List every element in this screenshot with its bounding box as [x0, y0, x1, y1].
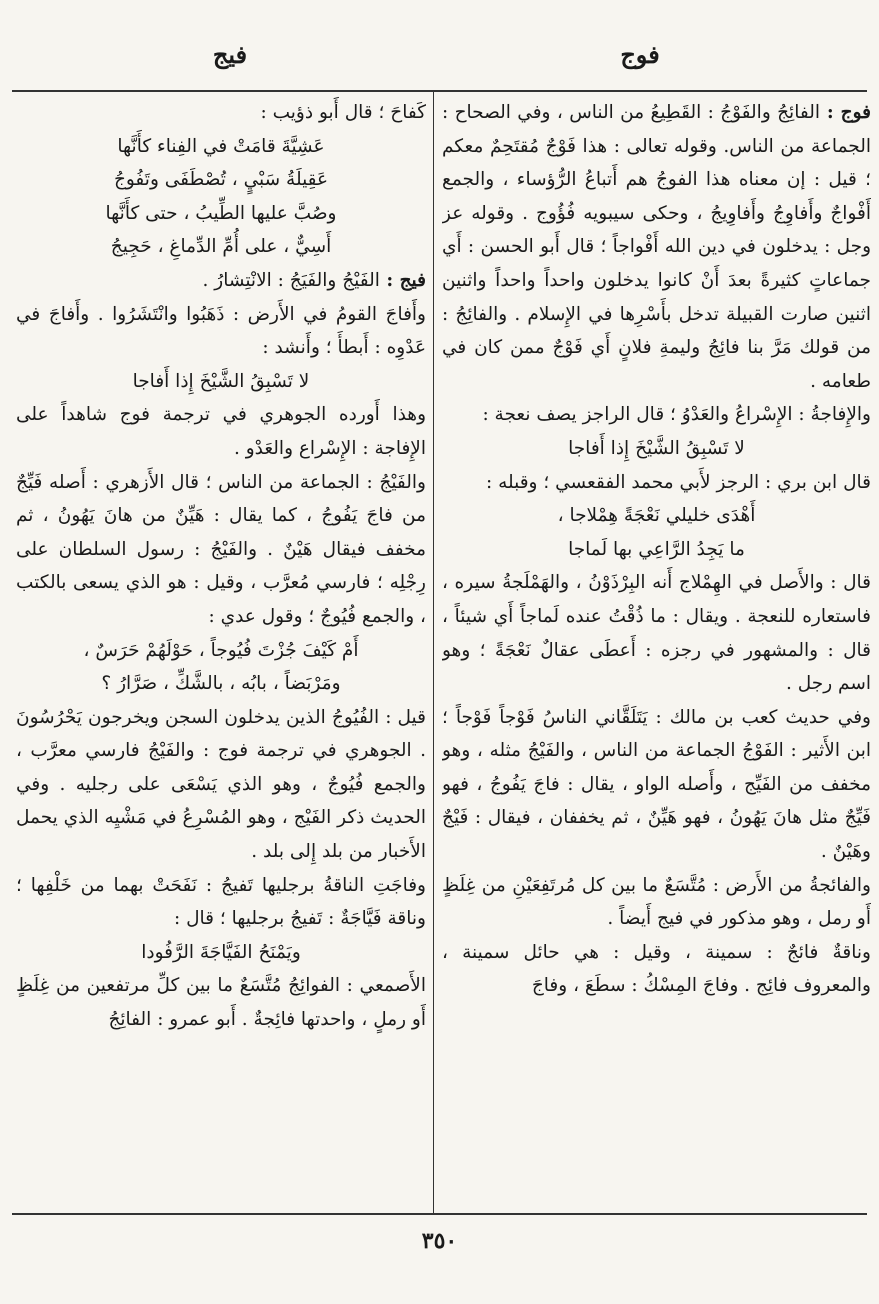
entry-paragraph: [442, 701, 871, 869]
entry-text: وفاجَتِ الناقةُ برجليها تَفيجُ : نَفَحَتْ بهما من خَلْفِها ؛ وناقة فَيَّاجَةٌ : تَفيجُ برجليها ؛ قال :: [16, 874, 426, 930]
entry-headword: فيج :: [379, 269, 426, 291]
entry-text: كَفاحَ ؛ قال أَبو ذؤيب :: [260, 102, 426, 123]
entry-text: والإِفاجةُ : الإِسْراعُ والعَدْوُ ؛ قال الراجز يصف نعجة :: [482, 404, 871, 426]
entry-text: أَسِيٌّ ، على أُمِّ الدِّماغِ ، حَجِيجُ: [110, 236, 332, 258]
verse-line: [16, 634, 426, 668]
page-number: ٣٥٠: [421, 1228, 458, 1254]
verse-line: [16, 936, 426, 970]
verse-line: [442, 533, 871, 567]
entry-text: لا تَسْبِقُ الشَّيْخَ إِذا أَفاجا: [568, 437, 745, 459]
entry-text: والفائجةُ من الأَرض : مُتَّسَعٌ ما بين كل مُرتَفِعَيْنِ من غِلَظٍ أَو رمل ، وهو مذكور في فيج أَيضاً .: [442, 874, 871, 930]
entry-text: قيل : الفُيُوجُ الذين يدخلون السجن ويخرجون يَحْرُسُونَ . الجوهري في ترجمة فوج : والفَيْجُ فارسي معرَّب ، والجمع فُيُوجٌ ، وهو الذي يَسْعَى على رجليه . وفي الحديث ذكر الفَيْج ، وهو المُسْرِعُ في مَشْيِه الذي يحمل الأَخبار من بلد إِلى بلد .: [16, 706, 426, 863]
verse-line: [442, 499, 871, 533]
entry-text: ويَمْنَحُ الفَيَّاجَةَ الرَّفُودا: [141, 941, 301, 963]
verse-line: [16, 163, 426, 197]
entry-text: والفَيْجُ : الجماعة من الناس ؛ قال الأَزهري : أَصله فَيِّجٌ من فاجَ يَفُوجُ ، كما يقال : هَيِّنٌ من هانَ يَهُونُ ، ثم مخفف فيقال هَيْنٌ . والفَيْجُ : رسول السلطان على رِجْلِه ؛ فارسي مُعرَّب ، وقيل : هو الذي يسعى بالكتب ، والجمع فُيُوجٌ ؛ وقول عدي :: [16, 471, 426, 627]
verse-line: [16, 230, 426, 264]
entry-headword: فوج :: [819, 102, 871, 123]
entry-text: أَمْ كَيْفَ جُزْتَ فُيُوجاً ، حَوْلَهُمْ حَرَسٌ ،: [83, 639, 359, 661]
right-column: [442, 96, 871, 1206]
entry-paragraph: [16, 298, 426, 365]
entry-text: ما يَجِدُ الرَّاعِي بها لَماجا: [568, 538, 745, 560]
right-column-header: فوج: [620, 40, 660, 69]
entry-text: عَقِيلَةُ سَبْيٍ ، تُصْطَفَى وتَفُوجُ: [113, 169, 329, 191]
entry-paragraph: [442, 869, 871, 936]
entry-paragraph: [16, 701, 426, 869]
verse-line: [16, 365, 426, 399]
entry-text: الأَصمعي : الفوائِجُ مُتَّسَعٌ ما بين كلِّ مرتفعين من غِلَظٍ أَو رملٍ ، واحدتها فائِجةٌ . أَبو عمرو : الفائِجُ: [16, 975, 426, 1031]
entry-paragraph: [16, 969, 426, 1036]
entry-text: وناقةٌ فائجٌ : سمينة ، وقيل : هي حائل سمينة ، والمعروف فائِج . وفاجَ المِسْكُ : سطَعَ ، وفاجَ: [442, 941, 871, 997]
column-divider: [433, 92, 434, 1213]
bottom-rule: [12, 1213, 867, 1215]
verse-line: [16, 130, 426, 164]
entry-text: وأَفاجَ القومُ في الأَرض : ذَهَبُوا وانْتَشَرُوا . وأَفاجَ في عَدْوِه : أَبطأَ ؛ وأَنشد :: [16, 303, 426, 359]
entry-paragraph: [442, 96, 871, 398]
entry-paragraph: [16, 869, 426, 936]
entry-text: ومَرْبَضاً ، بابُه ، بالشَّكِّ ، صَرَّارُ ؟: [101, 673, 341, 695]
entry-paragraph: [442, 466, 871, 500]
entry-text: الفَيْجُ والفَيَجُ : الانْتِشارُ .: [202, 269, 380, 291]
verse-line: [442, 432, 871, 466]
verse-line: [16, 667, 426, 701]
entry-text: لا تَسْبِقُ الشَّيْخَ إِذا أَفاجا: [132, 370, 310, 392]
entry-paragraph: [442, 936, 871, 1003]
top-rule: [12, 90, 867, 92]
entry-text: وهذا أَورده الجوهري في ترجمة فوج شاهداً على الإِفاجة : الإِسْراع والعَدْو .: [16, 404, 426, 459]
entry-text: عَشِيَّةَ قامَتْ في الفِناء كأَنَّها: [117, 135, 325, 157]
entry-paragraph: [16, 264, 426, 298]
left-column-header: فيج: [212, 40, 248, 69]
entry-paragraph: [16, 96, 426, 130]
entry-paragraph: [442, 398, 871, 432]
entry-text: قال : والأَصل في الهِمْلاج أَنه البِرْذَوْنُ ، والهَمْلَجةُ سيره ، فاستعاره للنعجة . ويقال : ما ذُقْتُ عنده لَماجاً أَي شيئاً ، قال : والمشهور في رجزه : أَعطَى عقالٌ نَعْجَةً ؛ وهو اسم رجل .: [442, 572, 871, 695]
entry-text: أَهْدَى خليلي نَعْجَةً هِمْلاجا ،: [557, 505, 756, 527]
entry-text: وصُبَّ عليها الطِّيبُ ، حتى كأَنَّها: [105, 202, 337, 224]
entry-text: قال ابن بري : الرجز لأَبي محمد الفقعسي ؛ وقبله :: [485, 471, 871, 493]
entry-paragraph: [16, 398, 426, 465]
entry-text: الفائِجُ والفَوْجُ : القَطِيعُ من الناس ، وفي الصحاح : الجماعة من الناس. وقوله تعالى : هذا فَوْجٌ مُقتَحِمٌ معكم ؛ قيل : إن معناه هذا الفوجُ هم أَتباعُ الرُّؤساء ، والجمع أَفْواجٌ وأَفاوِجُ وأَفاوِيجُ ، وحكى سيبويه فُؤُوج . وقوله عز وجل : يدخلون في دين الله أَفْواجاً ؛ قال أَبو الحسن : أَي جماعاتٍ كثيرةً بعدَ أَنْ كانوا يدخلون واحداً واحداً واثنين اثنين صارت القبيلة تدخل بأَسْرِها في الإِسلام . والفائِجُ : من قولك مَرَّ بنا فائِجُ وليمةِ فلانٍ أَي فَوْجٌ ممن كان في طعامه .: [442, 102, 871, 392]
verse-line: [16, 197, 426, 231]
left-column: [16, 96, 426, 1206]
entry-text: وفي حديث كعب بن مالك : يَتَلَقَّاني الناسُ فَوْجاً فَوْجاً ؛ ابن الأَثير : الفَوْجُ الجماعة من الناس ، والفَيْجُ مثله ، وهو مخفف من الفَيِّج ، وأَصله الواو ، يقال : فاجَ يَفُوجُ ، فهو فَيِّجٌ مثل هانَ يَهُونُ ، فهو هَيِّنٌ ، ثم يخففان ، فيقال : فَيْجٌ وهَيْنٌ .: [442, 706, 871, 863]
entry-paragraph: [16, 466, 426, 634]
entry-paragraph: [442, 566, 871, 700]
